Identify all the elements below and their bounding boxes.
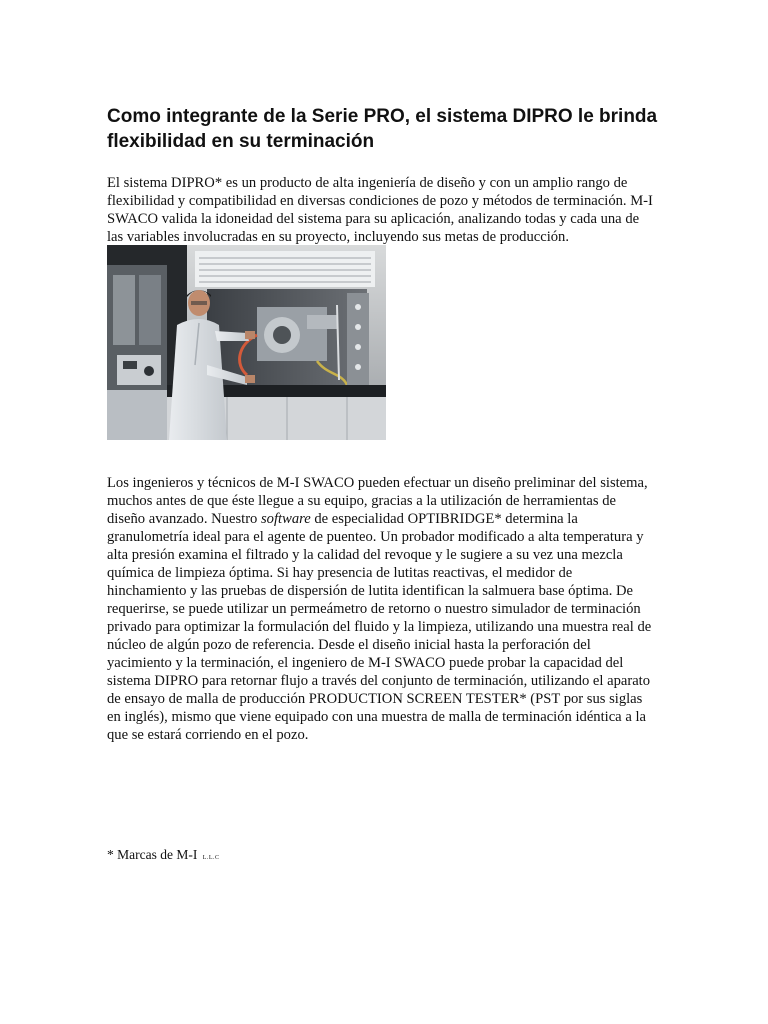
body-text-before: Los ingenieros y técnicos de M-I SWACO pueden efectuar un diseño preliminar del sistema, muchos antes de que éste llegue a su equipo, gracias a la utilización de herramientas de diseño avanzado. Nuestro	[107, 475, 648, 527]
intro-paragraph: El sistema DIPRO* es un producto de alta ingeniería de diseño y con un amplio rango de flexibilidad y compatibilidad en diversas condiciones de pozo y métodos de terminación. M-I SWACO valida la idoneidad del sistema para su aplicación, analizando todas y cada una de las variables involucradas en su proyecto, incluyendo sus metas de producción.	[107, 175, 653, 245]
body-text-after: de especialidad OPTIBRIDGE* determina la granulometría ideal para el agente de puenteo. Un probador modificado a alta temperatura y alta presión examina el filtrado y la calidad del revoque y le sugiere a su vez una mezcla química de limpieza óptima. Si hay presencia de lutitas reactivas, el medidor de hinchamiento y las pruebas de dispersión de lutita identifican la salmuera base óptima. De requerirse, se puede utilizar un permeámetro de retorno o nuestro simulador de terminación privado para optimizar la formulación del fluido y la limpieza, utilizando una muestra real de núcleo de algún pozo de referencia. Desde el diseño inicial hasta la perforación del yacimiento y la terminación, el ingeniero de M-I SWACO puede probar la capacidad del sistema DIPRO para retornar flujo a través del conjunto de terminación, utilizando el aparato de ensayo de malla de producción PRODUCTION SCREEN TESTER* (PST por sus siglas en inglés), mismo que viene equipado con una muestra de malla de terminación idéntica a la que se estará corriendo en el pozo.	[107, 511, 652, 743]
footnote-text: * Marcas de M-I	[107, 847, 198, 862]
page-title: Como integrante de la Serie PRO, el sistema DIPRO le brinda flexibilidad en su terminación	[107, 106, 658, 152]
body-text-emphasis: software	[261, 511, 311, 527]
trademark-footnote	[107, 846, 220, 867]
footnote-small-caps: L.L.C	[202, 855, 220, 861]
body-paragraph	[107, 474, 655, 744]
lab-photo	[107, 245, 386, 440]
